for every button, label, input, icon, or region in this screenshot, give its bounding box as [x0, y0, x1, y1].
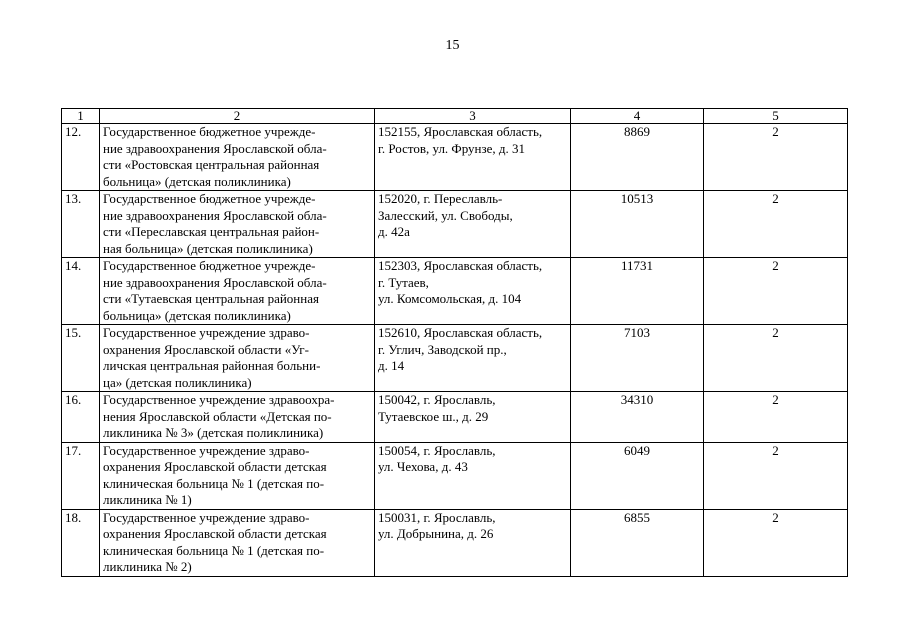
column-header: 4 [571, 109, 704, 124]
column-header: 2 [100, 109, 375, 124]
population-count: 6855 [571, 509, 704, 576]
institution-name: Государственное учреждение здраво- охранения Ярославской области детская клиническая больница № 1 (детская по- ликлиника № 2) [100, 509, 375, 576]
table-row [62, 124, 848, 191]
institution-address: 150054, г. Ярославль, ул. Чехова, д. 43 [375, 442, 571, 509]
institution-name: Государственное бюджетное учрежде- ние здравоохранения Ярославской обла- сти «Тутаевская центральная районная больница» (детская поликлиника) [100, 258, 375, 325]
institution-address: 150031, г. Ярославль, ул. Добрынина, д. 26 [375, 509, 571, 576]
institution-address: 152155, Ярославская область, г. Ростов, ул. Фрунзе, д. 31 [375, 124, 571, 191]
table-row [62, 509, 848, 576]
institution-address: 152303, Ярославская область, г. Тутаев, ул. Комсомольская, д. 104 [375, 258, 571, 325]
page-number: 15 [445, 38, 460, 53]
row-number: 17. [62, 442, 100, 509]
table-row [62, 392, 848, 443]
row-number: 18. [62, 509, 100, 576]
institution-name: Государственное бюджетное учрежде- ние здравоохранения Ярославской обла- сти «Ростовская центральная районная больница» (детская поликлиника) [100, 124, 375, 191]
population-count: 7103 [571, 325, 704, 392]
institution-address: 152610, Ярославская область, г. Углич, Заводской пр., д. 14 [375, 325, 571, 392]
institution-address: 150042, г. Ярославль, Тутаевское ш., д. 29 [375, 392, 571, 443]
table-row [62, 258, 848, 325]
population-count: 34310 [571, 392, 704, 443]
row-number: 14. [62, 258, 100, 325]
category-value: 2 [704, 509, 848, 576]
institution-address: 152020, г. Переславль- Залесский, ул. Свободы, д. 42а [375, 191, 571, 258]
institution-name: Государственное бюджетное учрежде- ние здравоохранения Ярославской обла- сти «Переславская центральная район- ная больница» (детская поликлиника) [100, 191, 375, 258]
category-value: 2 [704, 392, 848, 443]
facilities-table [61, 108, 848, 577]
column-header: 5 [704, 109, 848, 124]
table-row [62, 442, 848, 509]
category-value: 2 [704, 124, 848, 191]
row-number: 16. [62, 392, 100, 443]
row-number: 12. [62, 124, 100, 191]
column-header: 3 [375, 109, 571, 124]
population-count: 10513 [571, 191, 704, 258]
institution-name: Государственное учреждение здраво- охранения Ярославской области «Уг- личская центральная районная больни- ца» (детская поликлиника) [100, 325, 375, 392]
category-value: 2 [704, 325, 848, 392]
row-number: 13. [62, 191, 100, 258]
row-number: 15. [62, 325, 100, 392]
category-value: 2 [704, 258, 848, 325]
population-count: 6049 [571, 442, 704, 509]
population-count: 11731 [571, 258, 704, 325]
institution-name: Государственное учреждение здравоохра- нения Ярославской области «Детская по- ликлиника № 3» (детская поликлиника) [100, 392, 375, 443]
category-value: 2 [704, 191, 848, 258]
institution-name: Государственное учреждение здраво- охранения Ярославской области детская клиническая больница № 1 (детская по- ликлиника № 1) [100, 442, 375, 509]
column-header: 1 [62, 109, 100, 124]
population-count: 8869 [571, 124, 704, 191]
table-row [62, 191, 848, 258]
table-row [62, 325, 848, 392]
table-header-row [62, 109, 848, 124]
category-value: 2 [704, 442, 848, 509]
